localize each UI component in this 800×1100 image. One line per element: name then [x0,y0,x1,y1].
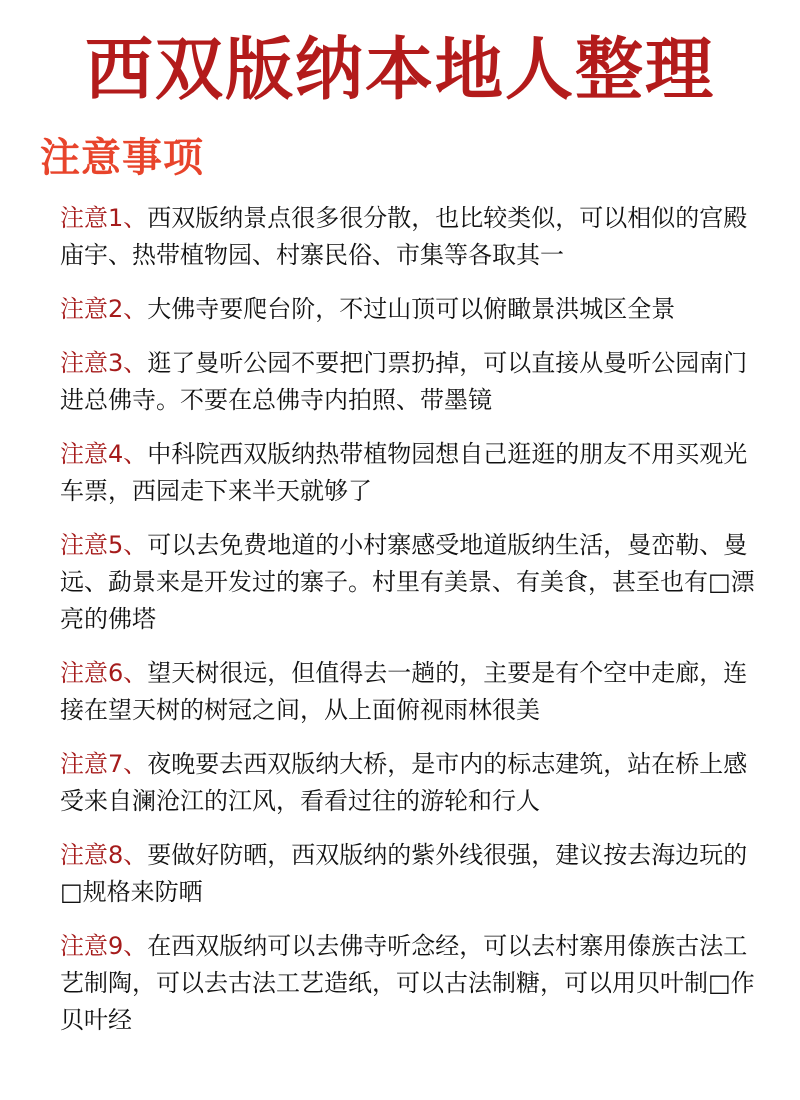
list-item [60,928,765,1039]
list-item [60,200,765,274]
item-text: 望天树很远，但值得去一趟的，主要是有个空中走廊，连接在望天树的树冠之间，从上面俯视雨林很美 [60,659,748,724]
item-label: 注意6、 [60,659,148,687]
item-label: 注意7、 [60,750,148,778]
list-item [60,436,765,510]
item-text: 中科院西双版纳热带植物园想自己逛逛的朋友不用买观光车票，西园走下来半天就够了 [60,440,748,505]
item-text: 要做好防晒，西双版纳的紫外线很强，建议按去海边玩的□规格来防晒 [60,841,748,906]
list-item [60,527,765,638]
section-heading: 注意事项 [40,134,204,181]
item-label: 注意5、 [60,531,148,559]
item-label: 注意4、 [60,440,148,468]
list-item [60,746,765,820]
item-text: 可以去免费地道的小村寨感受地道版纳生活，曼峦勒、曼远、勐景来是开发过的寨子。村里有美景、有美食，甚至也有□漂亮的佛塔 [60,531,755,633]
list-item [60,837,765,911]
item-text: 西双版纳景点很多很分散，也比较类似，可以相似的宫殿庙宇、热带植物园、村寨民俗、市集等各取其一 [60,204,748,269]
list-item [60,655,765,729]
item-label: 注意3、 [60,349,148,377]
item-text: 夜晚要去西双版纳大桥，是市内的标志建筑，站在桥上感受来自澜沧江的江风，看看过往的游轮和行人 [60,750,748,815]
page-title: 西双版纳本地人整理 [84,30,715,110]
item-label: 注意9、 [60,932,148,960]
list-item [60,291,765,328]
item-text: 在西双版纳可以去佛寺听念经，可以去村寨用傣族古法工艺制陶，可以去古法工艺造纸，可以古法制糖，可以用贝叶制□作贝叶经 [60,932,755,1034]
item-label: 注意1、 [60,204,148,232]
notes-list [60,200,765,1056]
list-item [60,345,765,419]
item-label: 注意2、 [60,295,148,323]
item-text: 大佛寺要爬台阶，不过山顶可以俯瞰景洪城区全景 [147,295,676,323]
item-text: 逛了曼听公园不要把门票扔掉，可以直接从曼听公园南门进总佛寺。不要在总佛寺内拍照、带墨镜 [60,349,748,414]
item-label: 注意8、 [60,841,148,869]
